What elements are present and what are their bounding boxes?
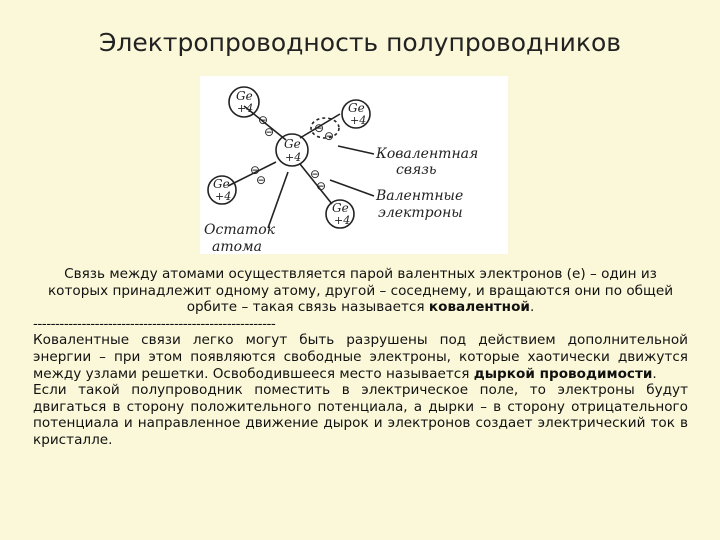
label-valence-line2: электроны <box>378 205 463 221</box>
atom-charge: +4 <box>350 114 367 127</box>
atom-charge: +4 <box>334 214 351 227</box>
atom-symbol: Ge <box>348 101 365 115</box>
atom-symbol: Ge <box>332 201 349 215</box>
pointer-remainder <box>268 172 288 228</box>
term-hole-conduction: дыркой проводимости <box>473 365 653 382</box>
atom-charge: +4 <box>237 102 254 115</box>
punctuation: . <box>529 299 535 316</box>
paragraph-text: Ковалентные связи легко могут быть разрушены под действием дополнительной энергии – при этом появляются свободные электроны, которые хаотически движутся между узлами решетки. Освободившееся место называется <box>33 332 688 382</box>
atom-charge: +4 <box>215 190 232 203</box>
atom-symbol: Ge <box>236 89 253 103</box>
term-covalent: ковалентной <box>428 299 530 316</box>
slide-body <box>33 266 688 449</box>
label-valence-line1: Валентные <box>376 188 464 204</box>
paragraph-covalent-bond <box>33 266 688 316</box>
covalent-bond-diagram <box>200 76 508 254</box>
diagram-svg <box>200 76 508 254</box>
label-remainder-line2: атома <box>212 239 263 254</box>
electron-icon: ⊖ <box>256 173 267 187</box>
atom-charge: +4 <box>285 151 302 164</box>
electron-icon: ⊖ <box>258 113 269 127</box>
electron-icon: ⊖ <box>250 163 261 177</box>
label-covalent-line1: Ковалентная <box>376 146 479 162</box>
electron-icon: ⊖ <box>310 167 321 181</box>
paragraph-electric-field: Если такой полупроводник поместить в электрическое поле, то электроны будут двигаться в сторону положительного потенциала, а дырки – в сторону отрицательного потенциала и направленное движение дырок и электронов создает электрический ток в кристалле. <box>33 382 688 448</box>
atom-symbol: Ge <box>284 137 301 151</box>
label-remainder-line1: Остаток <box>204 222 276 238</box>
paragraph-hole-conduction <box>33 332 688 382</box>
electron-icon: ⊖ <box>264 125 275 139</box>
electron-icon: ⊖ <box>324 129 335 143</box>
atom-symbol: Ge <box>213 177 230 191</box>
separator-line: ------------------------------------------------------- <box>33 315 276 332</box>
label-covalent-line2: связь <box>396 162 437 178</box>
electron-icon: ⊖ <box>314 121 325 135</box>
pointer-valence <box>330 180 374 196</box>
slide-title: Электропроводность полупроводников <box>98 28 622 57</box>
pointer-covalent <box>338 146 374 154</box>
electron-icon: ⊖ <box>316 179 327 193</box>
punctuation: . <box>652 365 657 382</box>
paragraph-text: Связь между атомами осуществляется парой валентных электронов (е) – один из которых принадлежит одному атому, другой – соседнему, и вращаются они по общей орбите – такая связь называется <box>47 266 674 316</box>
